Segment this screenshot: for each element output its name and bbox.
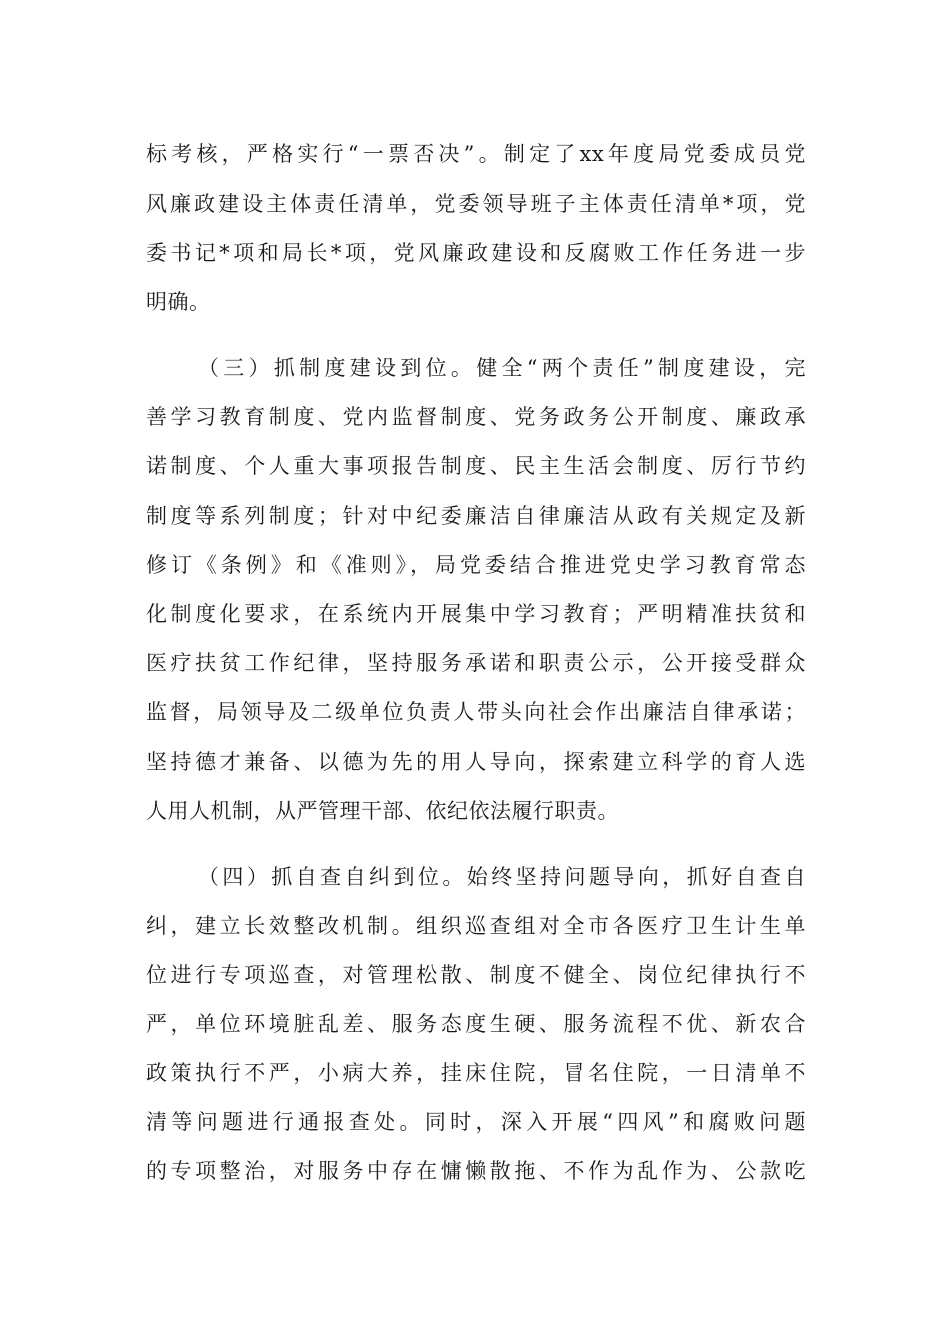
text-line: 修订《条例》和《准则》，局党委结合推进党史学习教育常态 — [146, 553, 806, 577]
text-line: 明确。 — [146, 290, 211, 314]
text-line: 制度等系列制度；针对中纪委廉洁自律廉洁从政有关规定及新 — [146, 504, 806, 528]
text-line: 风廉政建设主体责任清单，党委领导班子主体责任清单*项，党 — [146, 192, 806, 216]
text-line: 位进行专项巡查，对管理松散、制度不健全、岗位纪律执行不 — [146, 963, 806, 987]
text-line: 人用人机制，从严管理干部、依纪依法履行职责。 — [146, 799, 619, 823]
paragraph-heading-line: （四）抓自查自纠到位。始终坚持问题导向，抓好自查自 — [198, 865, 806, 889]
text-line: 医疗扶贫工作纪律，坚持服务承诺和职责公示，公开接受群众 — [146, 651, 806, 675]
text-line: 化制度化要求，在系统内开展集中学习教育；严明精准扶贫和 — [146, 602, 806, 626]
text-line: 委书记*项和局长*项，党风廉政建设和反腐败工作任务进一步 — [146, 241, 806, 265]
text-line: 诺制度、个人重大事项报告制度、民主生活会制度、厉行节约 — [146, 454, 806, 478]
text-line: 善学习教育制度、党内监督制度、党务政务公开制度、廉政承 — [146, 405, 806, 429]
text-line: 坚持德才兼备、以德为先的用人导向，探索建立科学的育人选 — [146, 750, 806, 774]
text-line: 严，单位环境脏乱差、服务态度生硬、服务流程不优、新农合 — [146, 1012, 806, 1036]
text-line: 纠，建立长效整改机制。组织巡查组对全市各医疗卫生计生单 — [146, 914, 806, 938]
text-line: 的专项整治，对服务中存在慵懒散拖、不作为乱作为、公款吃 — [146, 1159, 806, 1183]
paragraph-heading-line: （三）抓制度建设到位。健全“两个责任”制度建设，完 — [198, 356, 806, 380]
text-line: 标考核，严格实行“一票否决”。制定了xx年度局党委成员党 — [146, 142, 806, 166]
text-line: 清等问题进行通报查处。同时，深入开展“四风”和腐败问题 — [146, 1110, 806, 1134]
text-line: 监督，局领导及二级单位负责人带头向社会作出廉洁自律承诺； — [146, 700, 806, 724]
text-line: 政策执行不严，小病大养，挂床住院，冒名住院，一日清单不 — [146, 1061, 806, 1085]
